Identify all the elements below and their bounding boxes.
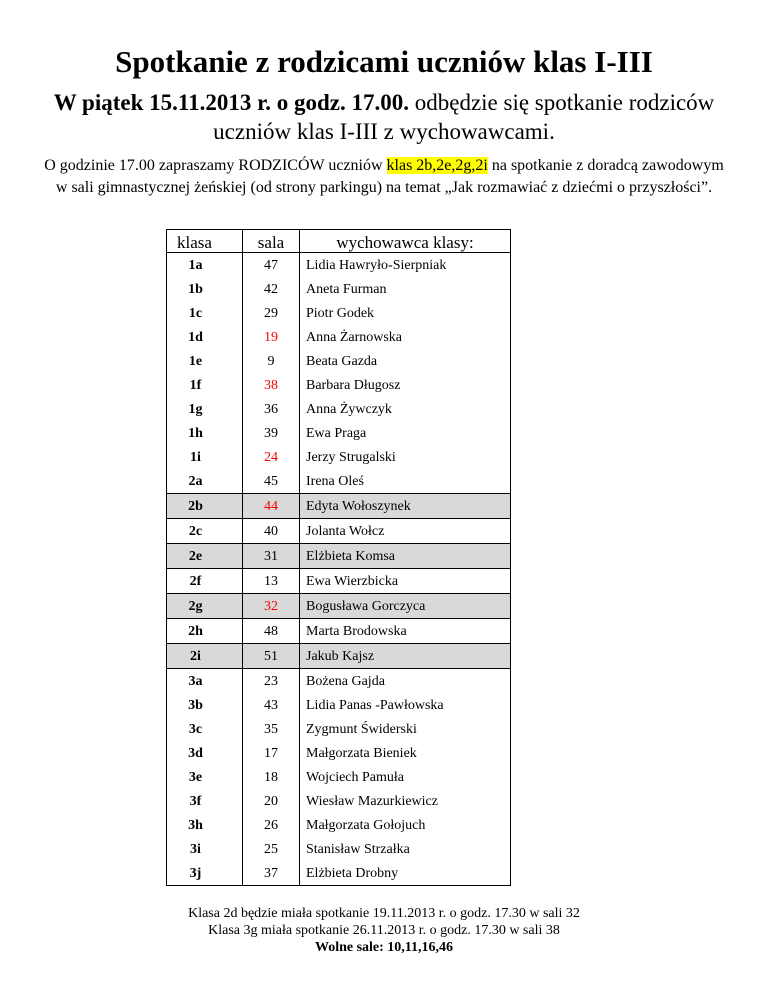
table-row xyxy=(167,569,511,594)
teacher-cell: Marta Brodowska xyxy=(300,619,511,644)
table-row xyxy=(167,373,511,397)
table-header-row xyxy=(167,230,511,253)
table-row xyxy=(167,789,511,813)
class-cell: 1g xyxy=(167,397,243,421)
class-cell: 1h xyxy=(167,421,243,445)
teacher-cell: Aneta Furman xyxy=(300,277,511,301)
teacher-cell: Jakub Kajsz xyxy=(300,644,511,669)
class-cell: 3f xyxy=(167,789,243,813)
teacher-cell: Edyta Wołoszynek xyxy=(300,494,511,519)
table-row xyxy=(167,445,511,469)
table-row xyxy=(167,765,511,789)
footer-notes xyxy=(80,905,688,956)
table-row xyxy=(167,717,511,741)
room-cell: 48 xyxy=(243,619,300,644)
footer-line-3g: Klasa 3g miała spotkanie 26.11.2013 r. o godz. 17.30 w sali 38 xyxy=(208,923,560,938)
room-cell: 40 xyxy=(243,519,300,544)
class-cell: 1c xyxy=(167,301,243,325)
room-cell: 31 xyxy=(243,544,300,569)
intro-paragraph xyxy=(40,88,728,146)
table-row xyxy=(167,837,511,861)
room-cell: 29 xyxy=(243,301,300,325)
table-row xyxy=(167,693,511,717)
class-cell: 3c xyxy=(167,717,243,741)
room-cell: 13 xyxy=(243,569,300,594)
teacher-cell: Małgorzata Bieniek xyxy=(300,741,511,765)
teacher-cell: Anna Żarnowska xyxy=(300,325,511,349)
teacher-cell: Ewa Praga xyxy=(300,421,511,445)
class-cell: 2h xyxy=(167,619,243,644)
class-cell: 2e xyxy=(167,544,243,569)
teacher-cell: Małgorzata Gołojuch xyxy=(300,813,511,837)
room-cell: 19 xyxy=(243,325,300,349)
teacher-cell: Barbara Długosz xyxy=(300,373,511,397)
room-cell: 47 xyxy=(243,253,300,278)
class-cell: 3d xyxy=(167,741,243,765)
teacher-cell: Lidia Hawryło-Sierpniak xyxy=(300,253,511,278)
class-cell: 1f xyxy=(167,373,243,397)
room-cell: 36 xyxy=(243,397,300,421)
footer-line-2d: Klasa 2d będzie miała spotkanie 19.11.2013 r. o godz. 17.30 w sali 32 xyxy=(188,906,580,921)
table-row xyxy=(167,301,511,325)
room-cell: 23 xyxy=(243,669,300,694)
table-row xyxy=(167,494,511,519)
intro-date: W piątek 15.11.2013 r. o godz. 17.00. xyxy=(53,90,409,115)
header-wychowawca: wychowawca klasy: xyxy=(300,230,511,253)
room-cell: 18 xyxy=(243,765,300,789)
room-cell: 35 xyxy=(243,717,300,741)
teacher-cell: Beata Gazda xyxy=(300,349,511,373)
teacher-cell: Elżbieta Komsa xyxy=(300,544,511,569)
table-row xyxy=(167,619,511,644)
teacher-cell: Anna Żywczyk xyxy=(300,397,511,421)
room-cell: 26 xyxy=(243,813,300,837)
class-cell: 1e xyxy=(167,349,243,373)
table-row xyxy=(167,813,511,837)
table-row xyxy=(167,421,511,445)
class-cell: 2c xyxy=(167,519,243,544)
table-body xyxy=(167,253,511,886)
class-cell: 2g xyxy=(167,594,243,619)
notice-paragraph xyxy=(40,155,728,199)
class-cell: 3a xyxy=(167,669,243,694)
table-row xyxy=(167,594,511,619)
teacher-cell: Piotr Godek xyxy=(300,301,511,325)
table-row xyxy=(167,397,511,421)
header-sala: sala xyxy=(243,230,300,253)
teacher-cell: Zygmunt Świderski xyxy=(300,717,511,741)
class-cell: 3h xyxy=(167,813,243,837)
class-cell: 2i xyxy=(167,644,243,669)
teacher-cell: Bogusława Gorczyca xyxy=(300,594,511,619)
room-cell: 43 xyxy=(243,693,300,717)
notice-text-after: na spotkanie z doradcą zawodowym w sali gimnastycznej żeńskiej (od strony parkingu) na temat „Jak rozmawiać z dziećmi o przyszłości”. xyxy=(55,157,724,196)
class-cell: 2a xyxy=(167,469,243,494)
table-row xyxy=(167,253,511,278)
table-row xyxy=(167,349,511,373)
table-row xyxy=(167,741,511,765)
footer-free-rooms: Wolne sale: 10,11,16,46 xyxy=(314,940,454,955)
table-row xyxy=(167,861,511,886)
room-cell: 51 xyxy=(243,644,300,669)
room-cell: 24 xyxy=(243,445,300,469)
teacher-cell: Jolanta Wołcz xyxy=(300,519,511,544)
table-row xyxy=(167,277,511,301)
class-cell: 3b xyxy=(167,693,243,717)
class-cell: 1b xyxy=(167,277,243,301)
class-cell: 2f xyxy=(167,569,243,594)
teacher-cell: Lidia Panas -Pawłowska xyxy=(300,693,511,717)
teacher-cell: Wiesław Mazurkiewicz xyxy=(300,789,511,813)
notice-text-before: O godzinie 17.00 zapraszamy RODZICÓW uczniów xyxy=(44,157,387,174)
table-row xyxy=(167,669,511,694)
table-row xyxy=(167,644,511,669)
teacher-cell: Stanisław Strzałka xyxy=(300,837,511,861)
page-title: Spotkanie z rodzicami uczniów klas I-III xyxy=(115,44,653,79)
room-cell: 44 xyxy=(243,494,300,519)
teacher-cell: Elżbieta Drobny xyxy=(300,861,511,886)
class-cell: 1i xyxy=(167,445,243,469)
class-cell: 2b xyxy=(167,494,243,519)
teacher-cell: Ewa Wierzbicka xyxy=(300,569,511,594)
table-row xyxy=(167,469,511,494)
room-cell: 39 xyxy=(243,421,300,445)
room-cell: 45 xyxy=(243,469,300,494)
room-cell: 17 xyxy=(243,741,300,765)
table-row xyxy=(167,325,511,349)
room-cell: 9 xyxy=(243,349,300,373)
room-cell: 42 xyxy=(243,277,300,301)
class-room-table xyxy=(166,229,511,886)
room-cell: 32 xyxy=(243,594,300,619)
class-cell: 1d xyxy=(167,325,243,349)
class-cell: 3e xyxy=(167,765,243,789)
intro-text: odbędzie się spotkanie rodziców uczniów klas I-III z wychowawcami. xyxy=(213,90,715,144)
class-cell: 3j xyxy=(167,861,243,886)
table-row xyxy=(167,544,511,569)
teacher-cell: Jerzy Strugalski xyxy=(300,445,511,469)
teacher-cell: Bożena Gajda xyxy=(300,669,511,694)
teacher-cell: Irena Oleś xyxy=(300,469,511,494)
room-cell: 25 xyxy=(243,837,300,861)
room-cell: 37 xyxy=(243,861,300,886)
class-cell: 3i xyxy=(167,837,243,861)
notice-highlight: klas 2b,2e,2g,2i xyxy=(386,157,488,174)
table-row xyxy=(167,519,511,544)
teacher-cell: Wojciech Pamuła xyxy=(300,765,511,789)
room-cell: 38 xyxy=(243,373,300,397)
header-klasa: klasa xyxy=(167,230,243,253)
class-cell: 1a xyxy=(167,253,243,278)
room-cell: 20 xyxy=(243,789,300,813)
